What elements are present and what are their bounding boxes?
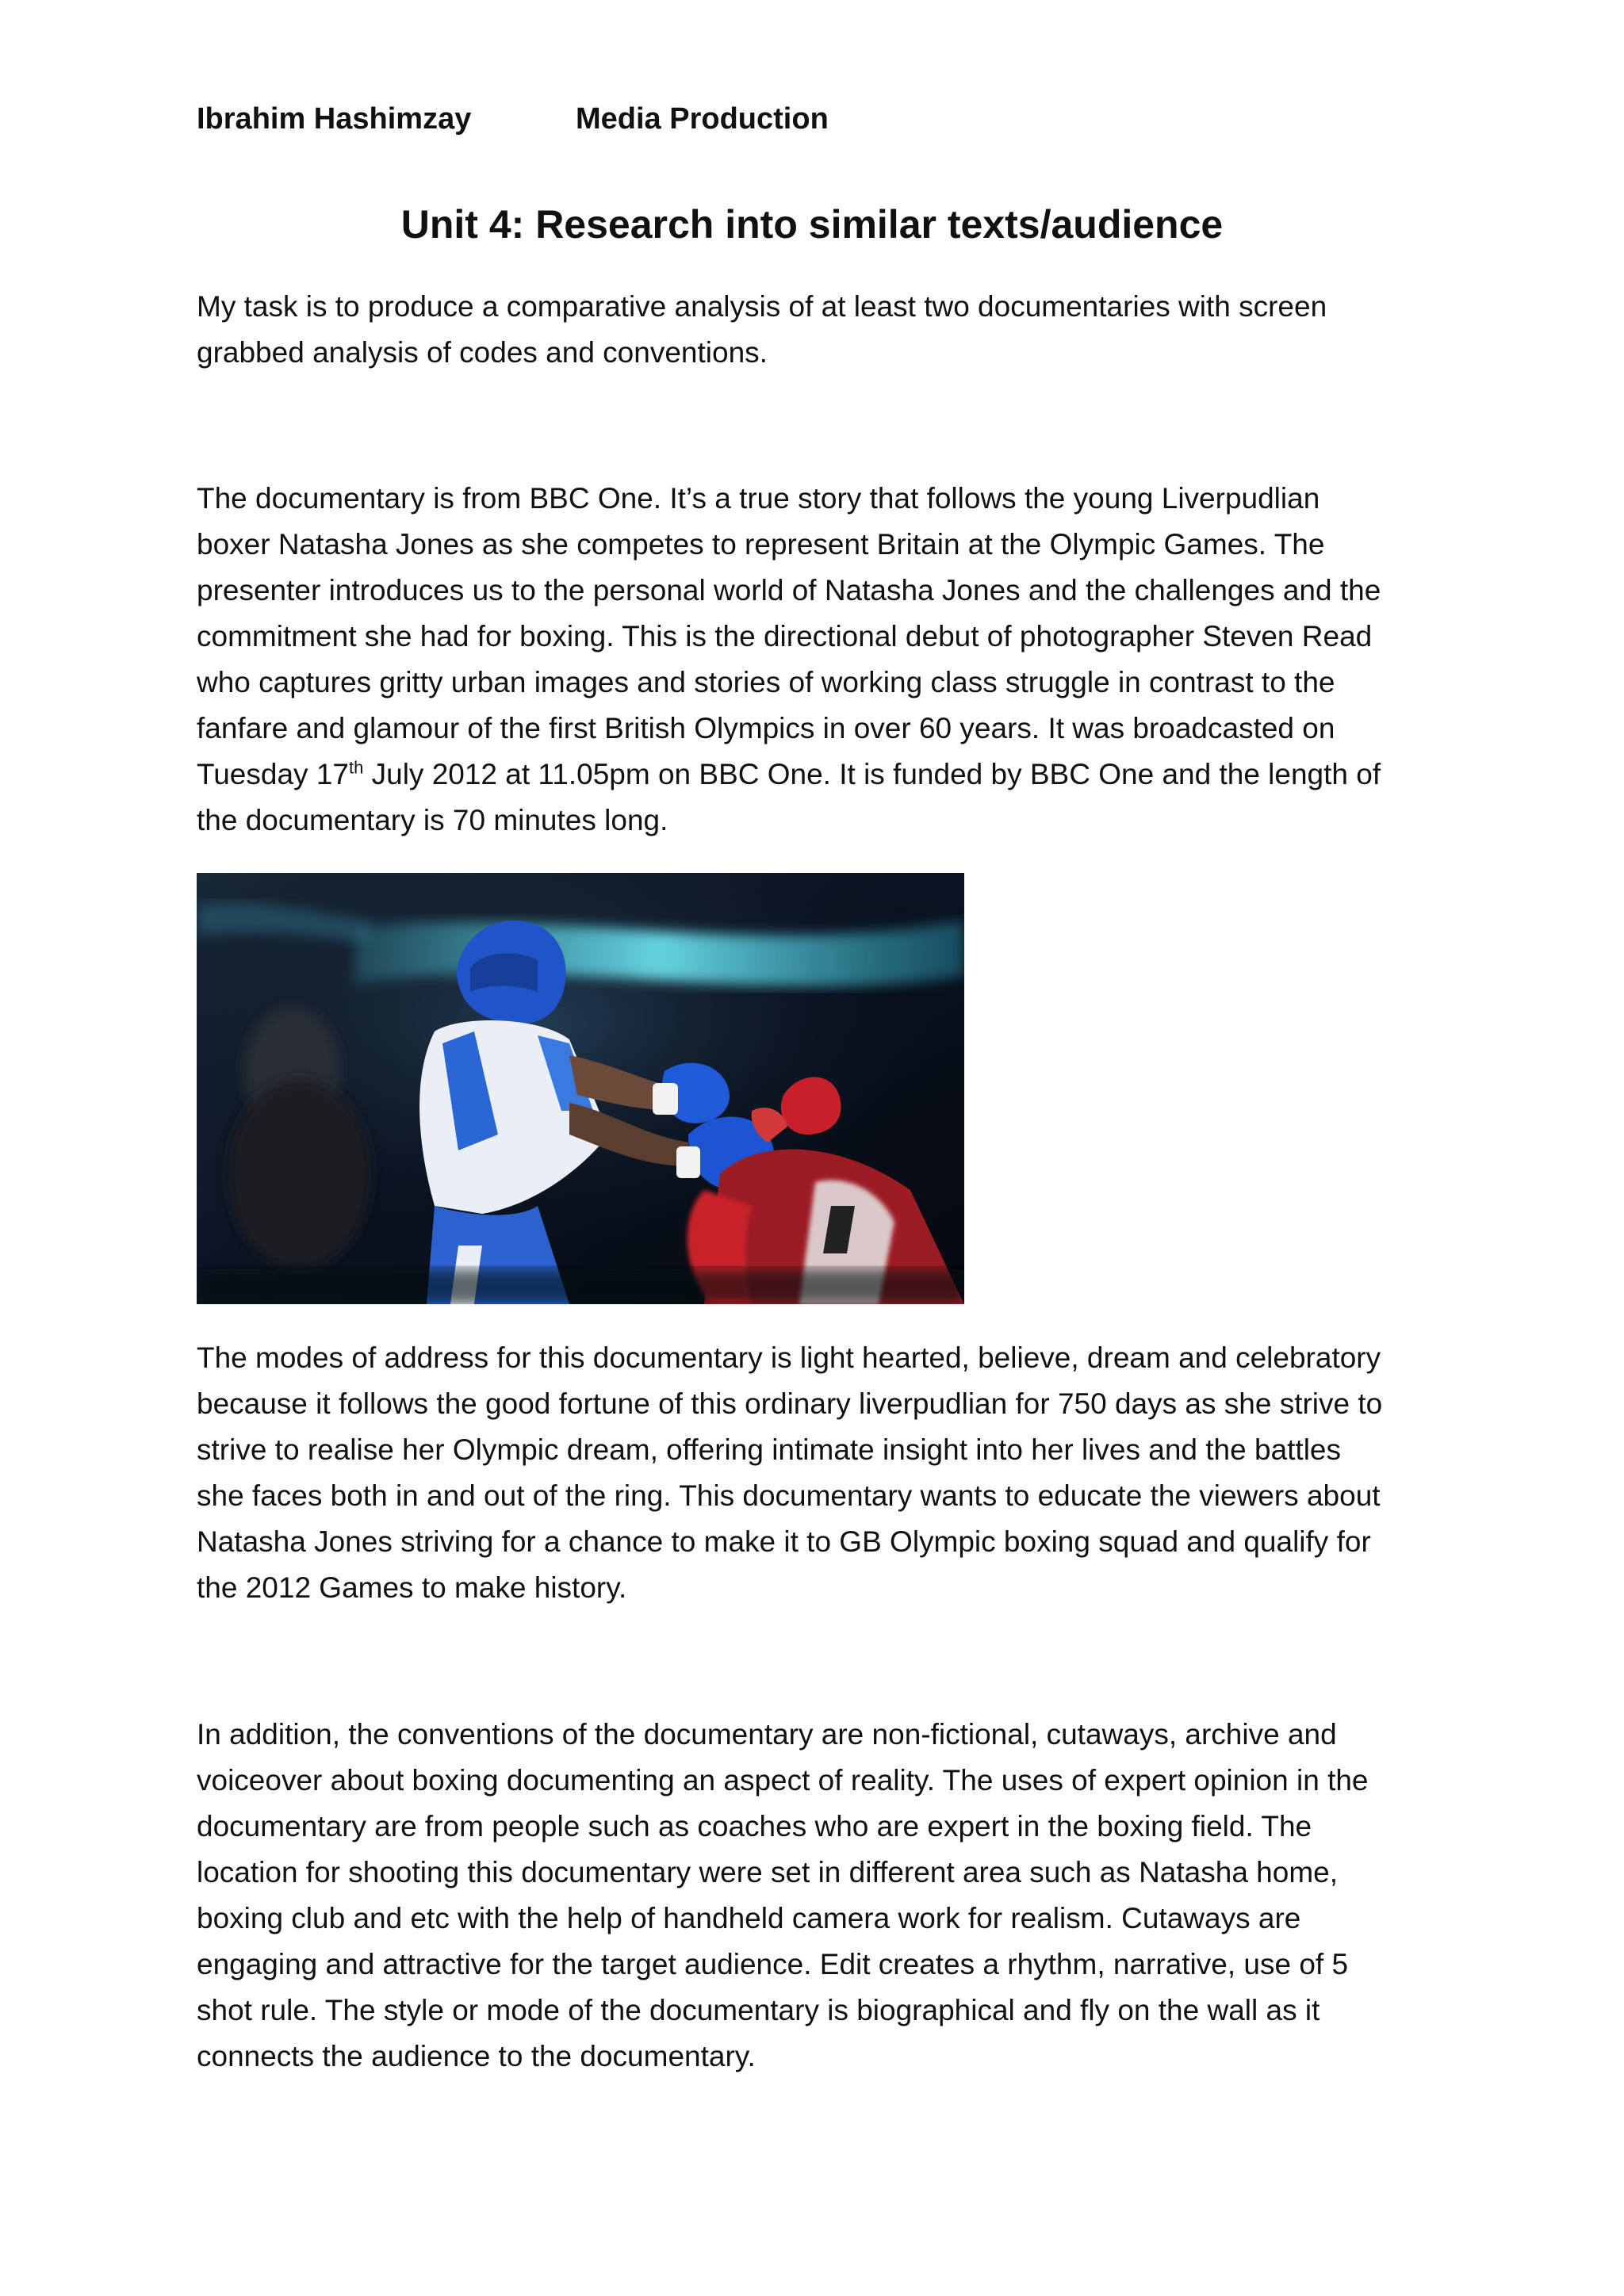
page-title: Unit 4: Research into similar texts/audience xyxy=(400,202,1224,247)
broadcast-day: Tuesday 17 xyxy=(197,758,349,790)
paragraph-line: the 2012 Games to make history. xyxy=(197,1571,627,1604)
paragraph-line: engaging and attractive for the target audience. Edit creates a rhythm, narrative, use of 5 xyxy=(197,1948,1349,1980)
paragraph-line xyxy=(197,752,1434,798)
paragraph-line: fanfare and glamour of the first British Olympics in over 60 years. It was broadcasted on xyxy=(197,712,1335,744)
documentary-info-paragraph xyxy=(197,476,1434,844)
paragraph-line: documentary are from people such as coaches who are expert in the boxing field. The xyxy=(197,1810,1312,1843)
boxing-match-photo xyxy=(197,873,964,1304)
paragraph-line: shot rule. The style or mode of the documentary is biographical and fly on the wall as it xyxy=(197,1994,1320,2026)
paragraph-line: The modes of address for this documentary is light hearted, believe, dream and celebratory xyxy=(197,1341,1381,1374)
author-name: Ibrahim Hashimzay xyxy=(197,102,472,136)
paragraph-line: connects the audience to the documentary. xyxy=(197,2040,756,2072)
paragraph-line: she faces both in and out of the ring. This documentary wants to educate the viewers about xyxy=(197,1479,1381,1512)
modes-of-address-paragraph xyxy=(197,1335,1434,1611)
paragraph-line: grabbed analysis of codes and conventions. xyxy=(197,336,768,369)
boxing-photo-illustration xyxy=(197,873,964,1304)
paragraph-line: The documentary is from BBC One. It’s a true story that follows the young Liverpudlian xyxy=(197,482,1320,515)
paragraph-line: the documentary is 70 minutes long. xyxy=(197,804,668,836)
paragraph-line: who captures gritty urban images and stories of working class struggle in contrast to the xyxy=(197,666,1335,698)
conventions-paragraph xyxy=(197,1712,1434,2080)
paragraph-line: boxing club and etc with the help of handheld camera work for realism. Cutaways are xyxy=(197,1902,1301,1934)
paragraph-line: commitment she had for boxing. This is the directional debut of photographer Steven Read xyxy=(197,620,1373,652)
ordinal-suffix: th xyxy=(348,757,364,778)
paragraph-line: voiceover about boxing documenting an aspect of reality. The uses of expert opinion in the xyxy=(197,1764,1369,1797)
paragraph-line: boxer Natasha Jones as she competes to represent Britain at the Olympic Games. The xyxy=(197,528,1325,561)
paragraph-line: Natasha Jones striving for a chance to make it to GB Olympic boxing squad and qualify for xyxy=(197,1525,1371,1558)
paragraph-line: strive to realise her Olympic dream, offering intimate insight into her lives and the battles xyxy=(197,1433,1341,1466)
paragraph-line: presenter introduces us to the personal world of Natasha Jones and the challenges and the xyxy=(197,574,1381,607)
broadcast-details: July 2012 at 11.05pm on BBC One. It is funded by BBC One and the length of xyxy=(363,758,1381,790)
course-name: Media Production xyxy=(576,102,829,136)
paragraph-line: location for shooting this documentary were set in different area such as Natasha home, xyxy=(197,1856,1339,1888)
paragraph-line: My task is to produce a comparative analysis of at least two documentaries with screen xyxy=(197,290,1327,323)
intro-paragraph xyxy=(197,284,1434,376)
paragraph-line: because it follows the good fortune of this ordinary liverpudlian for 750 days as she strive to xyxy=(197,1387,1383,1420)
paragraph-line: In addition, the conventions of the documentary are non-fictional, cutaways, archive and xyxy=(197,1718,1337,1751)
